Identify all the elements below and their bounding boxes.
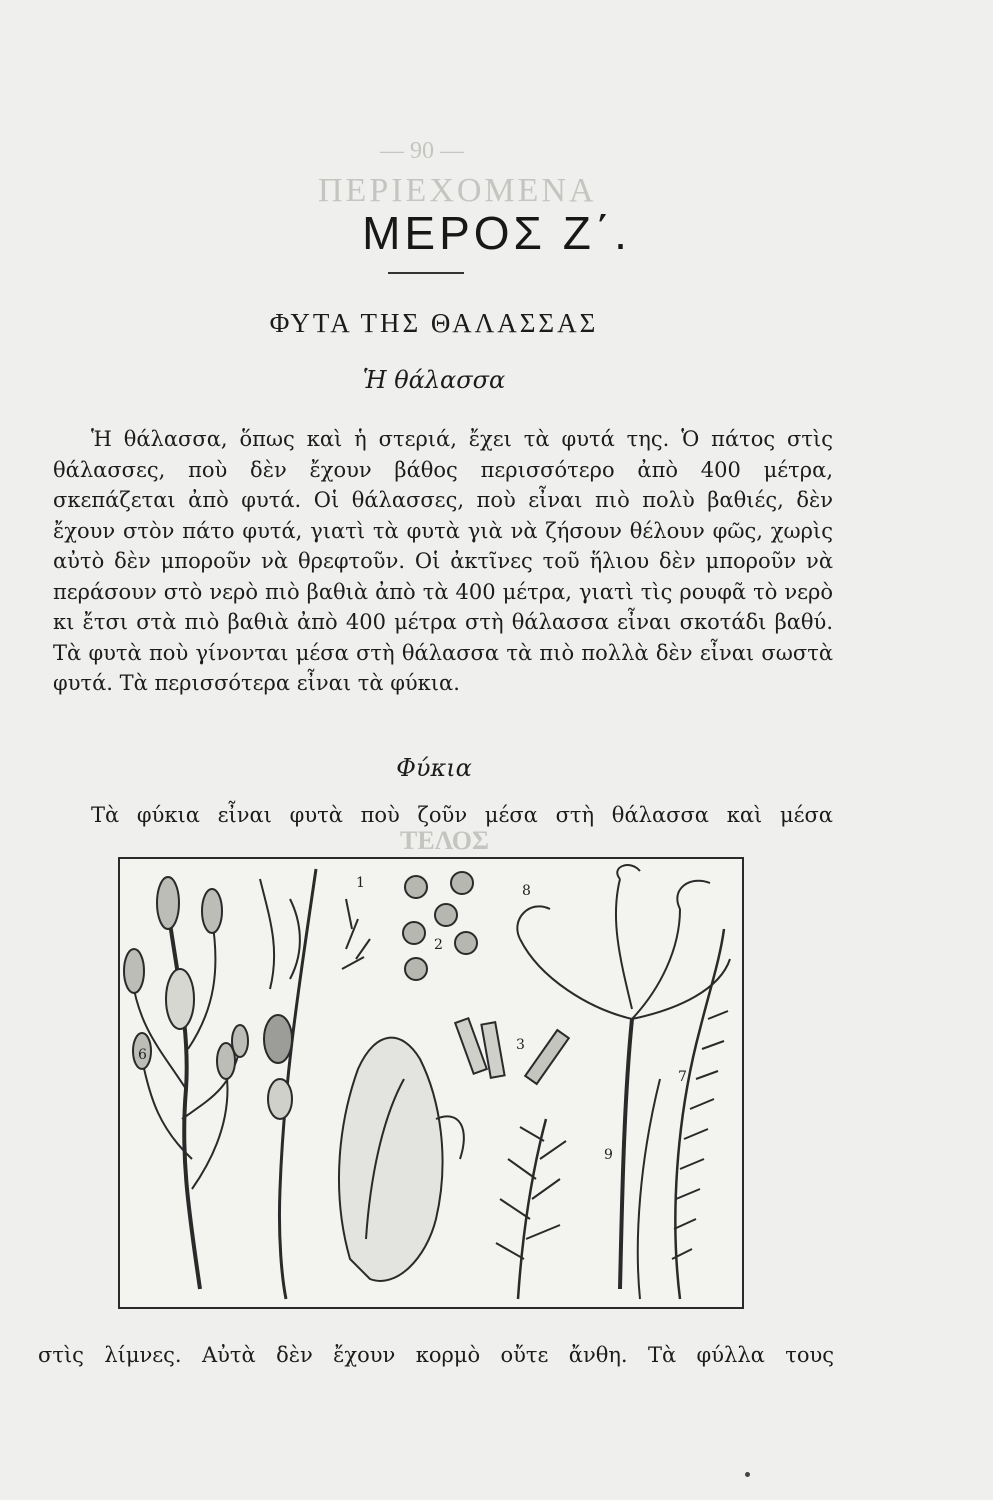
- paragraph-seaweed-continued: στὶς λίμνες. Αὐτὰ δὲν ἔχουν κορμὸ οὔτε ἄνθη. Τὰ φύλλα τους: [38, 1343, 834, 1367]
- rod-cells-drawing: [455, 1018, 569, 1084]
- part-title: ΜΕΡΟΣ Ζ΄.: [362, 207, 631, 259]
- leafy-frond-drawing: [339, 1038, 464, 1281]
- spore-circles-drawing: [403, 872, 477, 980]
- print-speck: [745, 1472, 750, 1477]
- figure-label-1: 1: [356, 875, 365, 891]
- figure-label-6: 6: [138, 1047, 147, 1063]
- figure-label-8: 8: [522, 883, 531, 899]
- paragraph-seaweed-start: Τὰ φύκια εἶναι φυτὰ ποὺ ζοῦν μέσα στὴ θάλασσα καὶ μέσα: [91, 803, 833, 827]
- comb-frond-drawing: [638, 929, 728, 1299]
- seaweed-drawings: [120, 859, 742, 1307]
- coral-fan-drawing: [517, 865, 730, 1289]
- section-heading-seaweed: Φύκια: [396, 754, 472, 782]
- figure-label-9: 9: [604, 1147, 613, 1163]
- section-heading-sea: Ἡ θάλασσα: [362, 366, 506, 394]
- chapter-title: ΦΥΤΑ ΤΗΣ ΘΑΛΑΣΣΑΣ: [269, 308, 599, 338]
- bleed-page-number: — 90 —: [380, 138, 464, 164]
- title-divider: [388, 272, 464, 274]
- bleed-end-mark: ΤΕΛΟΣ: [400, 826, 490, 855]
- figure-label-2: 2: [434, 937, 443, 953]
- bleed-heading: ΠΕΡΙΕΧΟΜΕΝΑ: [318, 172, 597, 209]
- figure-label-3: 3: [516, 1037, 525, 1053]
- bladderwrack-drawing: [124, 877, 248, 1289]
- diatom-strands-drawing: [342, 899, 370, 969]
- seaweed-illustration: [118, 857, 744, 1309]
- paragraph-sea: Ἡ θάλασσα, ὅπως καὶ ἡ στεριά, ἔχει τὰ φυτά της. Ὁ πάτος στὶς θάλασσες, ποὺ δὲν ἔχουν βάθος περισσότερο ἀπὸ 400 μέτρα, σκεπάζεται ἀπὸ φυτά. Οἱ θάλασσες, ποὺ εἶναι πιὸ πολὺ βαθιές, δὲν ἔχουν στὸν πάτο φυτά, γιατὶ τὰ φυτὰ γιὰ νὰ ζήσουν θέλουν φῶς, χωρὶς αὐτὸ δὲν μποροῦν νὰ θρεφτοῦν. Οἱ ἀκτῖνες τοῦ ἥλιου δὲν μποροῦν νὰ περάσουν στὸ νερὸ πιὸ βαθιὰ ἀπὸ τὰ 400 μέτρα, γιατὶ τὶς ρουφᾶ τὸ νερὸ κι ἔτσι στὰ πιὸ βαθιὰ ἀπὸ 400 μέτρα στὴ θάλασσα εἶναι σκοτάδι βαθύ. Τὰ φυτὰ ποὺ γίνονται μέσα στὴ θάλασσα τὰ πιὸ πολλὰ δὲν εἶναι σωστὰ φυτά. Τὰ περισσότερα εἶναι τὰ φύκια.: [53, 427, 833, 695]
- kelp-stalk-drawing: [260, 869, 316, 1299]
- fern-seaweed-drawing: [496, 1119, 566, 1299]
- figure-label-7: 7: [678, 1069, 687, 1085]
